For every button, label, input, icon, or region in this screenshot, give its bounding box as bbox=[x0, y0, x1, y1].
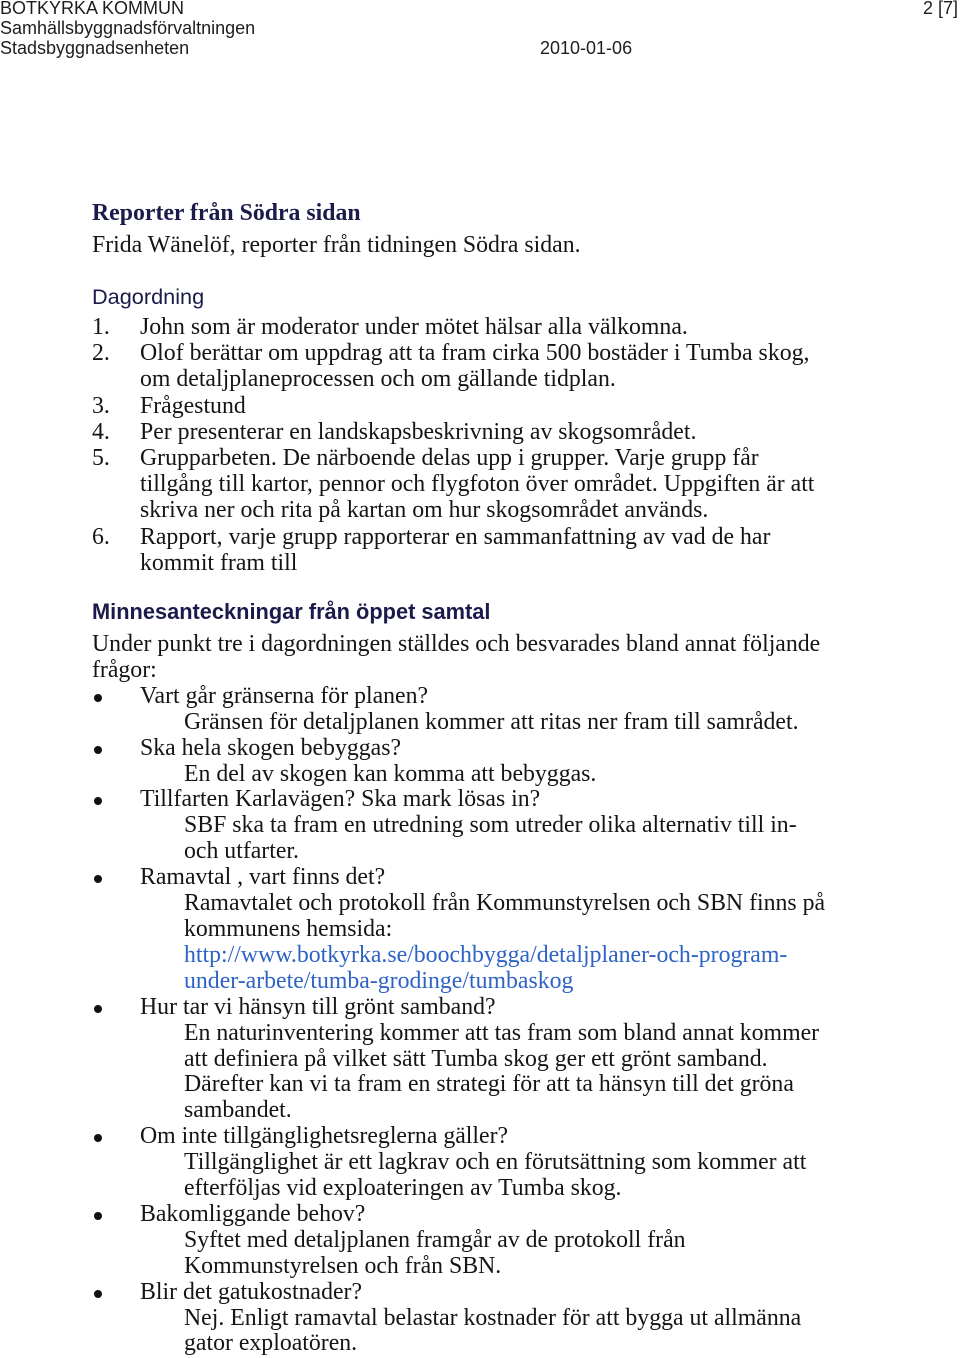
question-text: Ramavtal , vart finns det? bbox=[140, 864, 386, 891]
question-text: Bakomliggande behov? bbox=[140, 1200, 366, 1227]
agenda-heading: Dagordning bbox=[92, 284, 205, 309]
answer-line: Gränsen för detaljplanen kommer att ritas ner fram till samrådet. bbox=[184, 708, 799, 735]
notes-intro-line: Under punkt tre i dagordningen ställdes och besvarades bland annat följande bbox=[92, 631, 821, 657]
question-text: Blir det gatukostnader? bbox=[140, 1278, 363, 1305]
agenda-item-line: Frågestund bbox=[140, 392, 246, 419]
answer-line: Nej. Enligt ramavtal belastar kostnader för att bygga ut allmänna bbox=[184, 1304, 802, 1331]
bullet-icon bbox=[94, 875, 102, 883]
agenda-item-line: skriva ner och rita på kartan om hur skogsområdet används. bbox=[140, 497, 709, 524]
agenda-item bbox=[92, 445, 952, 524]
agenda-item-line: Per presenterar en landskapsbeskrivning av skogsområdet. bbox=[140, 418, 697, 445]
answer-line: att definiera på vilket sätt Tumba skog ger ett grönt samband. bbox=[184, 1045, 768, 1072]
question-text: Om inte tillgänglighetsreglerna gäller? bbox=[140, 1123, 509, 1150]
answer-line: sambandet. bbox=[184, 1097, 292, 1124]
unit-name: Stadsbyggnadsenheten bbox=[0, 38, 190, 58]
bullet-icon bbox=[94, 1290, 102, 1298]
agenda-item-number: 2. bbox=[92, 340, 110, 367]
agenda-item-line: Olof berättar om uppdrag att ta fram cirka 500 bostäder i Tumba skog, bbox=[140, 340, 810, 367]
agenda-item-line: John som är moderator under mötet hälsar alla välkomna. bbox=[140, 314, 688, 340]
notes-section bbox=[92, 632, 952, 1357]
answer-line: En naturinventering kommer att tas fram som bland annat kommer bbox=[184, 1019, 820, 1046]
answer-line: gator exploatören. bbox=[184, 1330, 358, 1357]
answer-line: En del av skogen kan komma att bebyggas. bbox=[184, 760, 597, 787]
question-text: Ska hela skogen bebyggas? bbox=[140, 734, 402, 761]
question-item bbox=[92, 684, 952, 736]
answer-line: Kommunstyrelsen och från SBN. bbox=[184, 1252, 502, 1279]
answer-line: Ramavtalet och protokoll från Kommunstyrelsen och SBN finns på bbox=[184, 890, 826, 917]
question-text: Tillfarten Karlavägen? Ska mark lösas in? bbox=[140, 786, 541, 813]
agenda-item-line: kommit fram till bbox=[140, 549, 298, 576]
administration-name: Samhällsbyggnadsförvaltningen bbox=[0, 18, 256, 38]
answer-line: kommunens hemsida: bbox=[184, 915, 393, 942]
page-number: 2 [7] bbox=[922, 0, 958, 18]
answer-line: Syftet med detaljplanen framgår av de protokoll från bbox=[184, 1226, 686, 1253]
agenda-item-number: 6. bbox=[92, 523, 110, 550]
answer-line: Tillgänglighet är ett lagkrav och en förutsättning som kommer att bbox=[184, 1149, 807, 1176]
agenda-item-line: om detaljplaneprocessen och om gällande tidplan. bbox=[140, 366, 616, 393]
answer-line: Därefter kan vi ta fram en strategi för att ta hänsyn till det gröna bbox=[184, 1071, 794, 1098]
notes-heading: Minnesanteckningar från öppet samtal bbox=[92, 599, 491, 624]
agenda-item-number: 5. bbox=[92, 445, 110, 472]
agenda-item-line: Rapport, varje grupp rapporterar en sammanfattning av vad de har bbox=[140, 523, 771, 550]
bullet-icon bbox=[94, 1134, 102, 1142]
website-link[interactable]: http://www.botkyrka.se/boochbygga/detaljplaner-och-program- bbox=[184, 941, 788, 968]
agenda-item bbox=[92, 524, 952, 576]
question-item bbox=[92, 1280, 952, 1358]
question-item bbox=[92, 1124, 952, 1202]
answer-line: SBF ska ta fram en utredning som utreder olika alternativ till in- bbox=[184, 812, 797, 839]
answer-line: och utfarter. bbox=[184, 838, 299, 865]
question-text: Vart går gränserna för planen? bbox=[140, 682, 429, 709]
question-item bbox=[92, 736, 952, 788]
question-item bbox=[92, 787, 952, 865]
answer-line: efterföljas vid exploateringen av Tumba skog. bbox=[184, 1175, 622, 1202]
agenda-item-number: 3. bbox=[92, 392, 110, 419]
question-item bbox=[92, 995, 952, 1125]
agenda-item bbox=[92, 340, 952, 392]
organization-name: BOTKYRKA KOMMUN bbox=[0, 0, 185, 18]
agenda-item bbox=[92, 393, 952, 419]
bullet-icon bbox=[94, 1212, 102, 1220]
agenda-list bbox=[92, 314, 952, 576]
question-item bbox=[92, 865, 952, 995]
agenda-item bbox=[92, 419, 952, 445]
question-text: Hur tar vi hänsyn till grönt samband? bbox=[140, 993, 496, 1020]
bullet-icon bbox=[94, 1005, 102, 1013]
question-item bbox=[92, 1202, 952, 1280]
document-date: 2010-01-06 bbox=[540, 38, 633, 58]
reporter-heading: Reporter från Södra sidan bbox=[92, 200, 361, 226]
agenda-item bbox=[92, 314, 952, 340]
agenda-item-line: Grupparbeten. De närboende delas upp i grupper. Varje grupp får bbox=[140, 445, 759, 472]
bullet-icon bbox=[94, 694, 102, 702]
bullet-icon bbox=[94, 746, 102, 754]
bullet-icon bbox=[94, 797, 102, 805]
website-link[interactable]: under-arbete/tumba-grodinge/tumbaskog bbox=[184, 967, 574, 994]
agenda-item-number: 4. bbox=[92, 418, 110, 445]
agenda-item-line: tillgång till kartor, pennor och flygfoton över området. Uppgiften är att bbox=[140, 471, 815, 498]
agenda-item-number: 1. bbox=[92, 314, 110, 340]
notes-intro-line: frågor: bbox=[92, 656, 157, 683]
reporter-text: Frida Wänelöf, reporter från tidningen Södra sidan. bbox=[92, 232, 581, 258]
